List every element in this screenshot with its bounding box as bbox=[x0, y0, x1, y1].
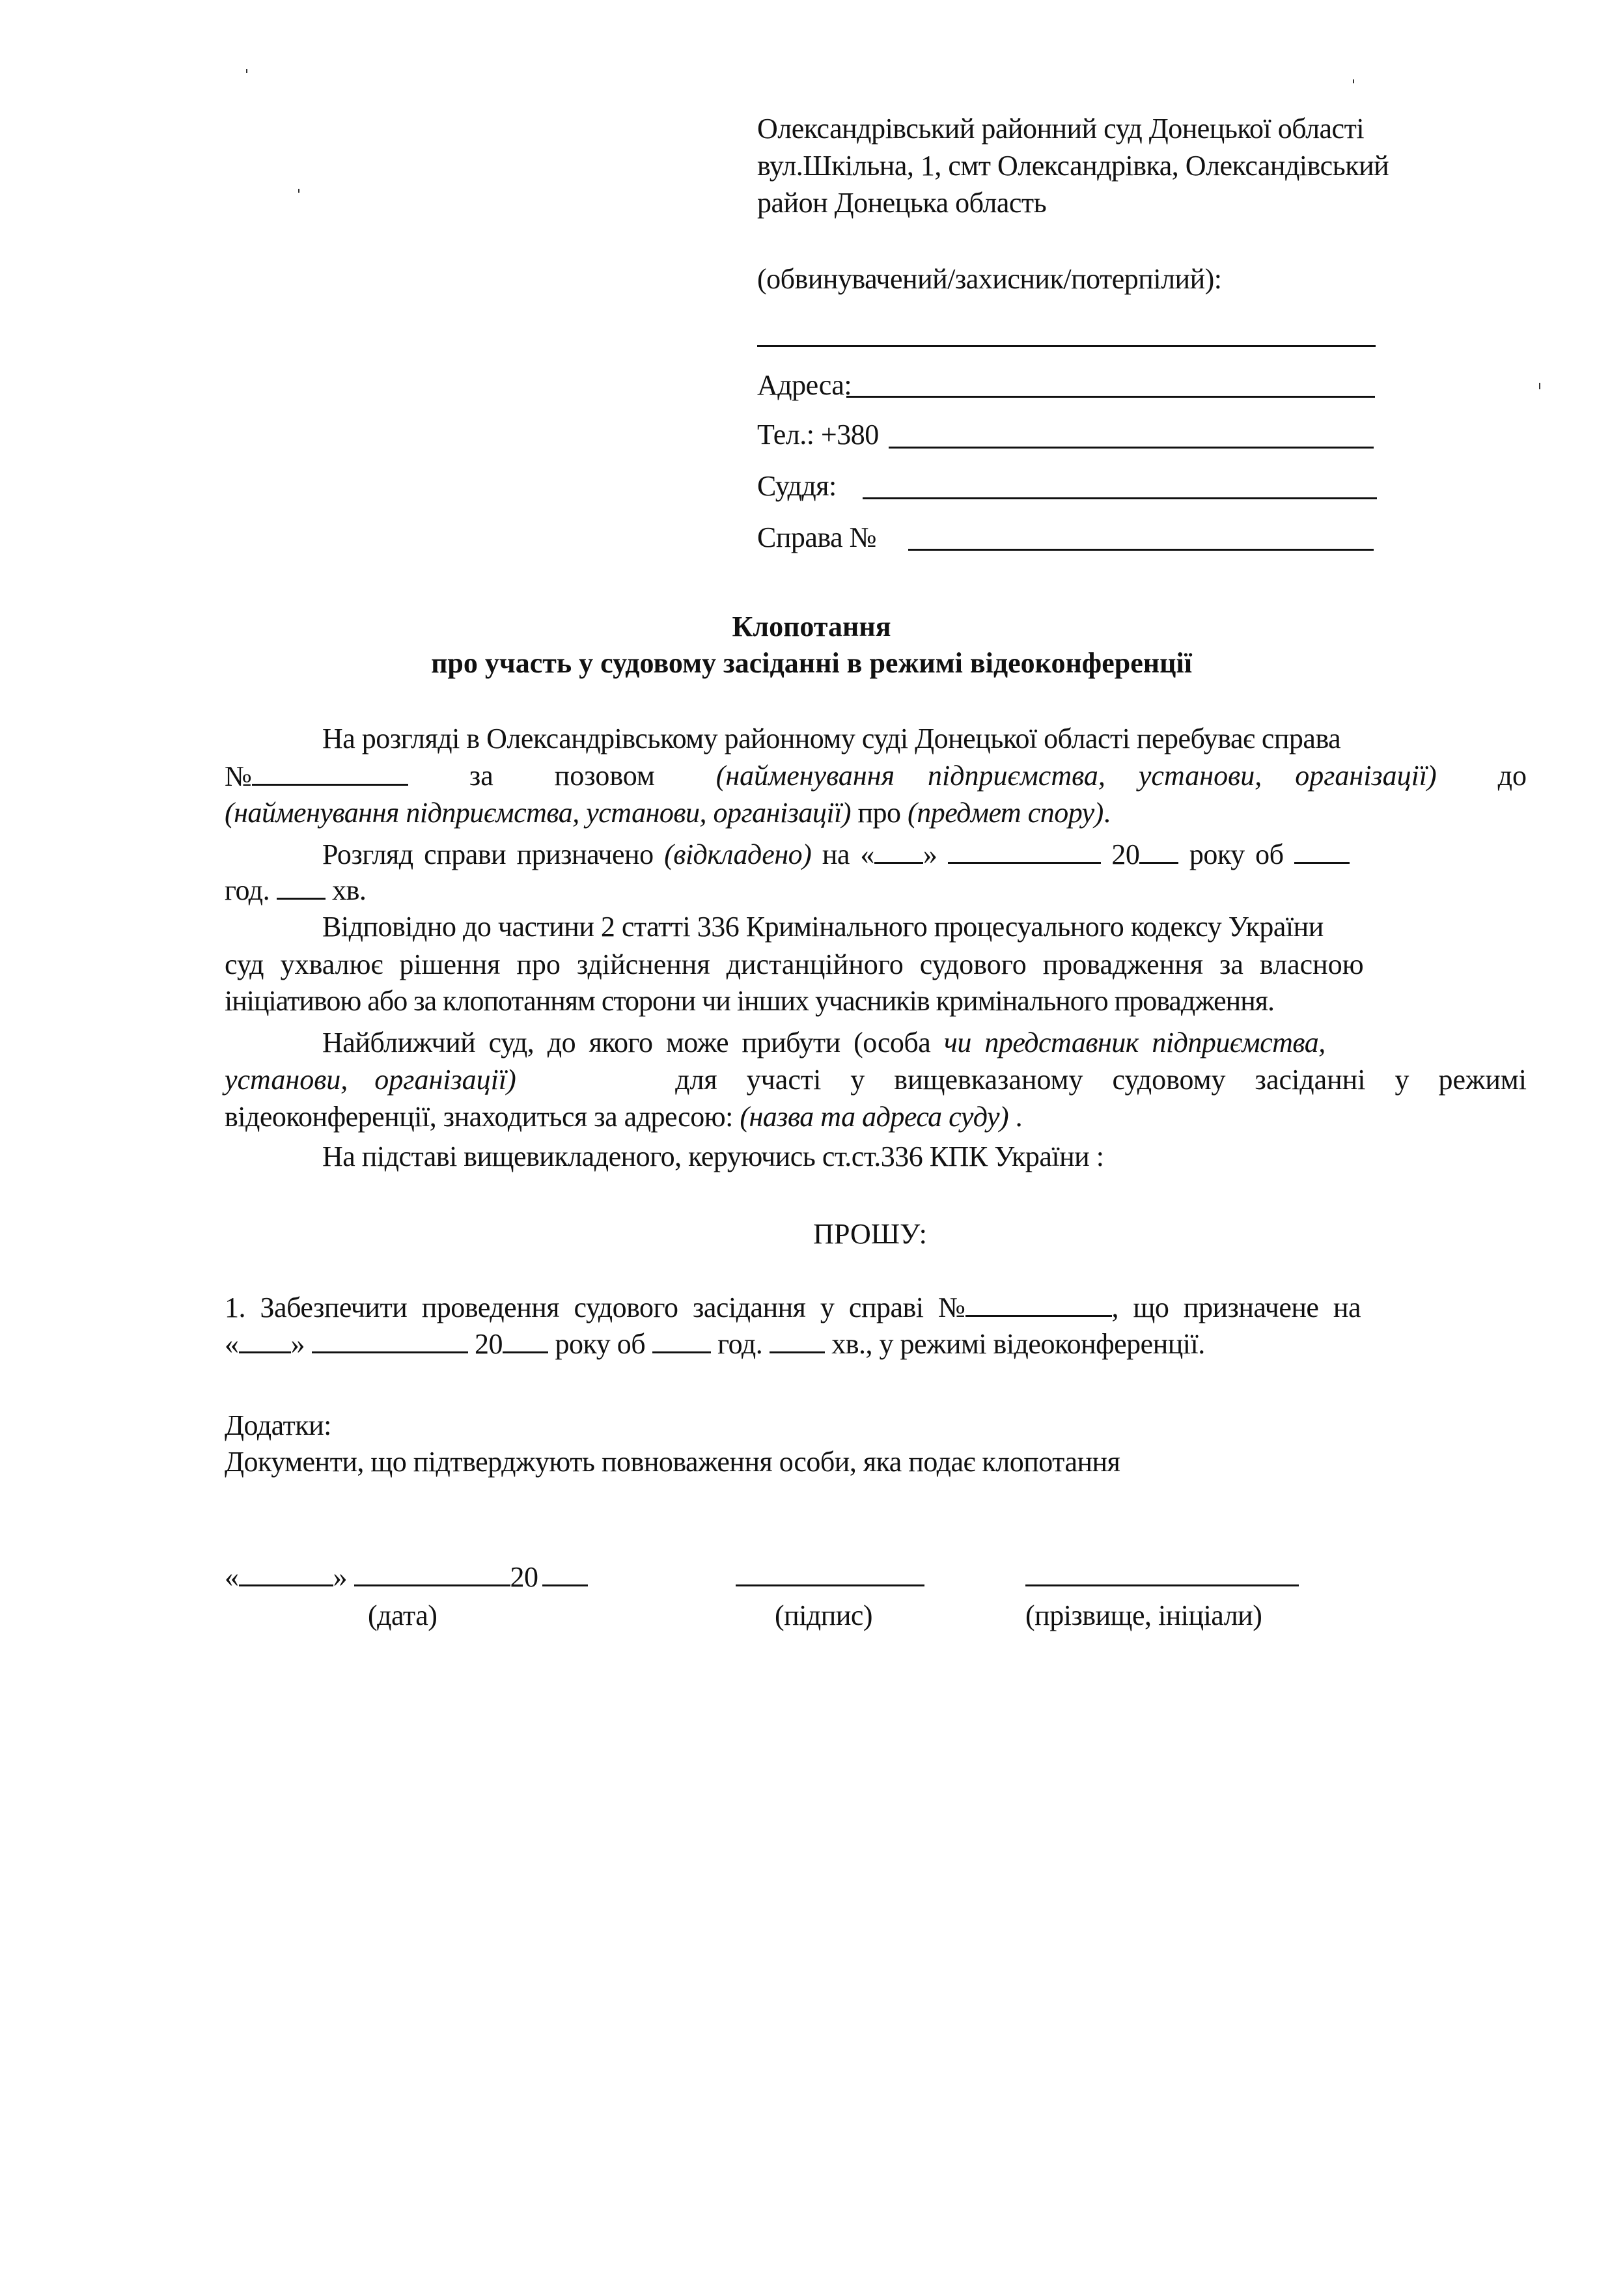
organization-placeholder: установи, організації) bbox=[225, 1064, 516, 1096]
videoconference-text: хв., у режимі відеоконференції. bbox=[824, 1328, 1205, 1360]
scheduled-text: , що призначене на bbox=[1111, 1292, 1361, 1323]
court-address-line1: вул.Шкільна, 1, смт Олександрівка, Олександівський bbox=[757, 150, 1389, 182]
year-prefix: 20 bbox=[1111, 838, 1140, 870]
scan-speck bbox=[1539, 383, 1540, 389]
paragraph3-line2 bbox=[225, 950, 1527, 979]
month-blank[interactable] bbox=[948, 840, 1101, 864]
request-text: 1. Забезпечити проведення судового засідання у справі № bbox=[225, 1292, 965, 1323]
judge-field[interactable] bbox=[863, 497, 1377, 499]
year-blank[interactable] bbox=[1139, 840, 1178, 864]
signature-date bbox=[225, 1562, 588, 1592]
court-address-text: відеоконференції, знаходиться за адресою: bbox=[225, 1101, 740, 1133]
address-field[interactable] bbox=[846, 396, 1375, 398]
date-close-quote: » bbox=[923, 838, 937, 870]
scan-speck bbox=[1353, 79, 1354, 83]
paragraph4-line2 bbox=[225, 1066, 1527, 1094]
hour-blank[interactable] bbox=[1294, 840, 1350, 864]
attachments-label: Додатки: bbox=[225, 1409, 331, 1441]
paragraph3-line3: ініціативою або за клопотанням сторони чи інших учасників кримінального провадження. bbox=[225, 985, 1274, 1017]
document-title: Клопотання bbox=[732, 611, 891, 643]
period: . bbox=[1103, 797, 1111, 829]
minute-label: хв. bbox=[332, 874, 367, 906]
word-do: до bbox=[1497, 760, 1527, 792]
defendant-placeholder: (найменування підприємства, установи, організації) bbox=[225, 797, 851, 829]
request-case-number-blank[interactable] bbox=[965, 1293, 1112, 1317]
representative-placeholder: чи представник підприємства, bbox=[943, 1027, 1325, 1058]
date-open-quote: « bbox=[225, 1328, 239, 1360]
scan-speck bbox=[298, 189, 299, 193]
address-label: Адреса: bbox=[757, 369, 852, 401]
paragraph1-line2 bbox=[225, 762, 1527, 791]
paragraph4-line1 bbox=[322, 1029, 1325, 1057]
word-za: за bbox=[469, 760, 493, 792]
time-label: року об bbox=[548, 1328, 652, 1360]
date-open-quote: « bbox=[225, 1561, 239, 1593]
participation-text: для участі у вищевказаному судовому засіданні у режимі bbox=[675, 1064, 1527, 1096]
paragraph1-line3 bbox=[225, 799, 1110, 827]
paragraph5: На підставі вищевикладеного, керуючись ст.ст.336 КПК України : bbox=[322, 1141, 1104, 1172]
date-caption: (дата) bbox=[368, 1599, 437, 1631]
document-subtitle: про участь у судовому засіданні в режимі відеоконференції bbox=[431, 647, 1192, 679]
day-blank[interactable] bbox=[874, 840, 923, 864]
hearing-text: Розгляд справи призначено bbox=[322, 838, 654, 870]
postponed-placeholder: (відкладено) bbox=[664, 838, 812, 870]
dispute-subject-placeholder: (предмет спору) bbox=[908, 797, 1103, 829]
hour-label: год. bbox=[710, 1328, 770, 1360]
plaintiff-placeholder: (найменування підприємства, установи, організації) bbox=[715, 760, 1437, 792]
request-heading: ПРОШУ: bbox=[813, 1218, 927, 1250]
request-item1-line2 bbox=[225, 1329, 1205, 1359]
time-label: року об bbox=[1189, 838, 1284, 870]
date-close-quote: » bbox=[333, 1561, 347, 1593]
scan-speck bbox=[246, 69, 247, 73]
request-item1-line1 bbox=[225, 1293, 1361, 1322]
paragraph2-line2 bbox=[225, 876, 366, 905]
year-prefix: 20 bbox=[475, 1328, 503, 1360]
court-address-placeholder: (назва та адреса суду) bbox=[740, 1101, 1009, 1133]
case-number-label: Справа № bbox=[757, 521, 877, 553]
signature-field[interactable] bbox=[736, 1584, 924, 1586]
date-close-quote: » bbox=[290, 1328, 305, 1360]
phone-label: Тел.: +380 bbox=[757, 419, 879, 450]
full-name-caption: (прізвище, ініціали) bbox=[1025, 1599, 1262, 1631]
request-hour-blank[interactable] bbox=[652, 1329, 711, 1353]
paragraph2-line1 bbox=[322, 840, 1350, 869]
nearest-court-text: Найближчий суд, до якого може прибути (особа bbox=[322, 1027, 931, 1058]
year-prefix: 20 bbox=[510, 1561, 538, 1593]
period: . bbox=[1008, 1101, 1023, 1133]
court-name: Олександрівський районний суд Донецької області bbox=[757, 113, 1365, 145]
court-address-line2: район Донецька область bbox=[757, 187, 1047, 219]
paragraph3-line2-text: суд ухвалює рішення про здійснення дистанційного судового провадження за власною bbox=[225, 948, 1364, 980]
case-number-field[interactable] bbox=[908, 549, 1374, 551]
case-number-blank[interactable] bbox=[252, 762, 408, 786]
request-minute-blank[interactable] bbox=[770, 1329, 825, 1353]
paragraph4-line3 bbox=[225, 1103, 1022, 1131]
word-pro: про bbox=[851, 797, 908, 829]
request-month-blank[interactable] bbox=[312, 1329, 468, 1353]
hour-label: год. bbox=[225, 874, 270, 906]
request-day-blank[interactable] bbox=[239, 1329, 291, 1353]
signature-caption: (підпис) bbox=[775, 1599, 873, 1631]
full-name-field[interactable] bbox=[1025, 1584, 1299, 1586]
signature-day-blank[interactable] bbox=[239, 1562, 333, 1586]
request-year-blank[interactable] bbox=[503, 1329, 548, 1353]
date-open-quote: на « bbox=[822, 838, 874, 870]
judge-label: Суддя: bbox=[757, 470, 837, 502]
paragraph1-line1: На розгляді в Олександрівському районному суді Донецької області перебуває справа bbox=[322, 723, 1341, 754]
paragraph3-line1: Відповідно до частини 2 статті 336 Кримінального процесуального кодексу України bbox=[322, 911, 1324, 943]
attachments-item: Документи, що підтверджують повноваження особи, яка подає клопотання bbox=[225, 1446, 1120, 1478]
number-sign: № bbox=[225, 760, 252, 792]
word-pozovom: позовом bbox=[554, 760, 655, 792]
signature-month-blank[interactable] bbox=[354, 1562, 510, 1586]
party-name-field[interactable] bbox=[757, 345, 1376, 347]
signature-year-blank[interactable] bbox=[542, 1562, 588, 1586]
party-role-label: (обвинувачений/захисник/потерпілий): bbox=[757, 263, 1222, 295]
phone-field[interactable] bbox=[889, 447, 1374, 449]
minute-blank[interactable] bbox=[277, 876, 326, 900]
